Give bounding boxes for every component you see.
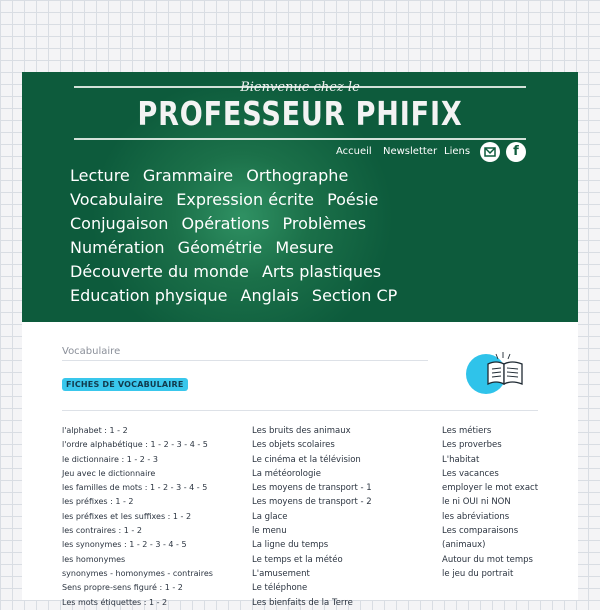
envelope-icon[interactable] [480, 142, 500, 162]
list-item[interactable]: employer le mot exact [442, 483, 539, 494]
subject-link-poesie[interactable]: Poésie [327, 190, 379, 209]
subject-row [70, 164, 405, 188]
columns-divider [62, 410, 538, 411]
main-content [22, 322, 578, 608]
subject-link-operations[interactable]: Opérations [181, 214, 270, 233]
list-item[interactable]: les familles de mots : 1 - 2 - 3 - 4 - 5 [62, 483, 208, 493]
list-item[interactable]: La météorologie [252, 468, 321, 479]
list-item[interactable]: Les comparaisons [442, 526, 519, 537]
vocab-column-1 [62, 424, 213, 610]
list-item[interactable]: les contraires : 1 - 2 [62, 526, 142, 536]
site-logo-title[interactable]: PROFESSEUR PHIFIX [137, 94, 463, 133]
list-item[interactable]: synonymes - homonymes - contraires [62, 568, 213, 578]
list-item[interactable]: (animaux) [442, 540, 486, 551]
list-item[interactable]: le ni OUI ni NON [442, 497, 511, 508]
subject-link-anglais[interactable]: Anglais [240, 286, 299, 305]
vocab-column-2 [252, 424, 372, 610]
list-item[interactable]: La ligne du temps [252, 540, 329, 551]
subject-link-numeration[interactable]: Numération [70, 238, 165, 257]
list-item[interactable]: La glace [252, 511, 288, 522]
list-item[interactable]: les homonymes [62, 554, 126, 564]
list-item[interactable]: Les métiers [442, 426, 492, 436]
nav-link-accueil[interactable]: Accueil [336, 146, 372, 157]
list-item[interactable]: Les objets scolaires [252, 440, 335, 451]
subject-link-mesure[interactable]: Mesure [275, 238, 334, 257]
subject-link-section-cp[interactable]: Section CP [311, 286, 398, 305]
subject-link-conjugaison[interactable]: Conjugaison [70, 214, 169, 233]
list-item[interactable]: Le cinéma et la télévision [252, 454, 361, 465]
subject-link-geometrie[interactable]: Géométrie [177, 238, 263, 257]
list-item[interactable]: Les moyens de transport - 2 [252, 497, 372, 508]
subject-link-problemes[interactable]: Problèmes [282, 214, 367, 233]
subject-link-lecture[interactable]: Lecture [70, 166, 130, 185]
list-item[interactable]: L'amusement [252, 568, 310, 579]
header-rule-bottom [74, 138, 526, 140]
list-item[interactable]: Le temps et la météo [252, 554, 343, 565]
facebook-icon[interactable]: f [506, 142, 526, 162]
vocab-column-3 [442, 424, 538, 581]
list-item[interactable]: les synonymes : 1 - 2 - 3 - 4 - 5 [62, 540, 187, 550]
subject-link-orthographe[interactable]: Orthographe [246, 166, 349, 185]
subject-row [70, 236, 405, 260]
list-item[interactable]: Les proverbes [442, 440, 502, 451]
list-item[interactable]: Sens propre-sens figuré : 1 - 2 [62, 583, 183, 593]
list-item[interactable]: Jeu avec le dictionnaire [62, 468, 156, 478]
list-item[interactable]: l'ordre alphabétique : 1 - 2 - 3 - 4 - 5 [62, 440, 208, 450]
list-item[interactable]: les préfixes : 1 - 2 [62, 497, 134, 507]
open-book-icon [466, 344, 528, 396]
subject-link-vocabulaire[interactable]: Vocabulaire [70, 190, 164, 209]
subject-link-decouverte-du-monde[interactable]: Découverte du monde [70, 262, 249, 281]
subject-link-education-physique[interactable]: Education physique [70, 286, 228, 305]
subject-menu [70, 164, 405, 308]
list-item[interactable]: Autour du mot temps [442, 554, 533, 565]
nav-link-newsletter[interactable]: Newsletter [383, 146, 438, 157]
list-item[interactable]: Les bruits des animaux [252, 426, 351, 436]
list-item[interactable]: le jeu du portrait [442, 568, 514, 579]
section-badge: FICHES DE VOCABULAIRE [62, 378, 188, 391]
list-item[interactable]: L'habitat [442, 454, 480, 465]
section-title: Vocabulaire [62, 346, 121, 357]
subject-row [70, 212, 405, 236]
subject-row [70, 260, 405, 284]
list-item[interactable]: Les mots étiquettes : 1 - 2 [62, 597, 168, 607]
list-item[interactable]: Les moyens de transport - 1 [252, 483, 372, 494]
list-item[interactable]: les préfixes et les suffixes : 1 - 2 [62, 511, 192, 521]
subject-link-grammaire[interactable]: Grammaire [142, 166, 234, 185]
subject-row [70, 188, 405, 212]
subject-row [70, 284, 405, 308]
page [22, 72, 578, 608]
nav-link-liens[interactable]: Liens [444, 146, 471, 157]
subject-link-arts-plastiques[interactable]: Arts plastiques [261, 262, 382, 281]
list-item[interactable]: le menu [252, 526, 287, 537]
list-item[interactable]: Les bienfaits de la Terre [252, 597, 353, 608]
list-item[interactable]: Le téléphone [252, 583, 308, 594]
subject-link-expression-ecrite[interactable]: Expression écrite [176, 190, 314, 209]
list-item[interactable]: le dictionnaire : 1 - 2 - 3 [62, 454, 158, 464]
list-item[interactable]: l'alphabet : 1 - 2 [62, 426, 128, 435]
welcome-text: Bienvenue chez le [240, 80, 360, 95]
list-item[interactable]: les abréviations [442, 511, 510, 522]
site-header [22, 72, 578, 322]
section-divider [62, 360, 428, 361]
list-item[interactable]: Les vacances [442, 468, 499, 479]
